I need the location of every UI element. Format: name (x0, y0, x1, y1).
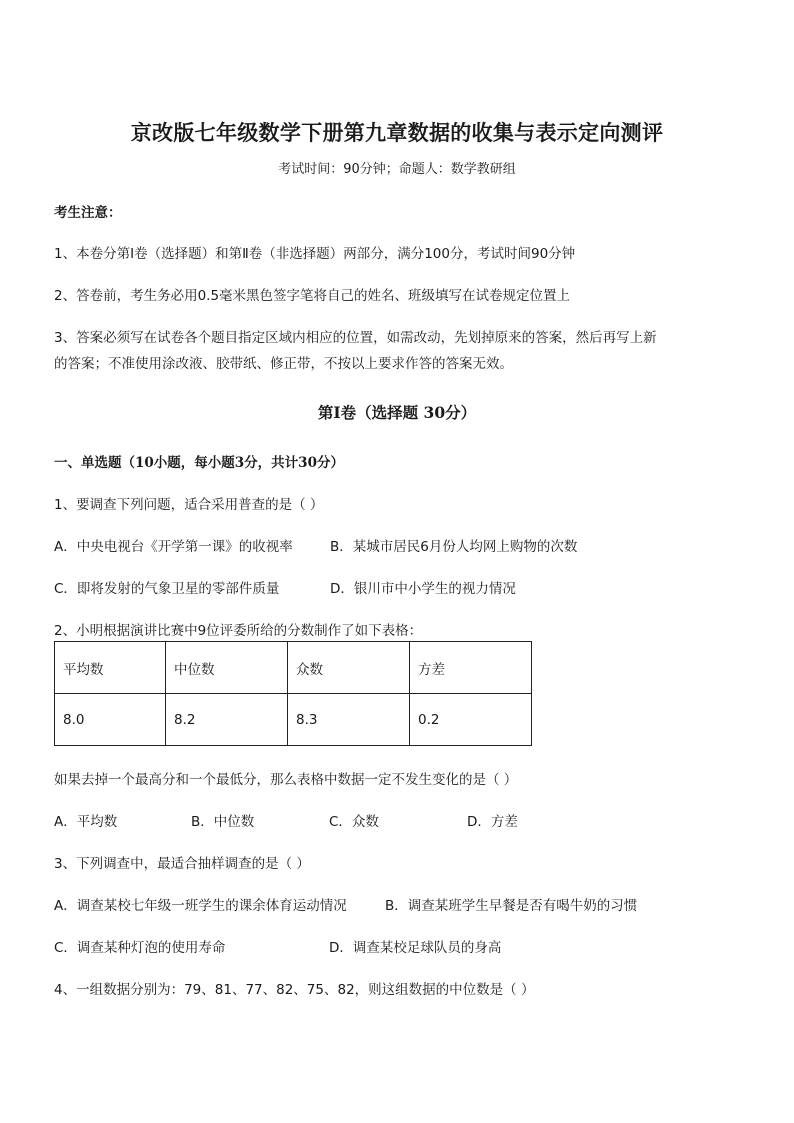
question-2-option-b: B．中位数 (191, 814, 255, 830)
question-1-option-c: C．即将发射的气象卫星的零部件质量 (54, 581, 280, 597)
question-3-option-a: A．调查某校七年级一班学生的课余体育运动情况 (54, 898, 347, 914)
question-1-option-a: A．中央电视台《开学第一课》的收视率 (54, 539, 293, 555)
notice-item-1: 1、本卷分第Ⅰ卷（选择题）和第Ⅱ卷（非选择题）两部分，满分100分，考试时间90分钟 (54, 246, 576, 262)
table-row (55, 694, 532, 746)
question-3-option-b: B．调查某班学生早餐是否有喝牛奶的习惯 (385, 898, 638, 914)
exam-info: 考试时间：90分钟；命题人：数学教研组 (278, 162, 516, 177)
question-1-option-b: B．某城市居民6月份人均网上购物的次数 (330, 539, 578, 555)
table-cell: 8.0 (55, 694, 166, 746)
score-table (54, 641, 532, 746)
page-title: 京改版七年级数学下册第九章数据的收集与表示定向测评 (130, 120, 664, 145)
question-3-stem: 3、下列调查中，最适合抽样调查的是（ ） (54, 856, 310, 872)
notice-heading: 考生注意： (54, 205, 122, 221)
section-title: 第Ⅰ卷（选择题 30分） (317, 403, 477, 422)
question-1-option-d: D．银川市中小学生的视力情况 (330, 581, 516, 597)
question-2-option-c: C．众数 (329, 814, 379, 830)
part-heading: 一、单选题（10小题，每小题3分，共计30分） (54, 455, 344, 471)
question-2-option-a: A．平均数 (54, 814, 118, 830)
notice-item-2: 2、答卷前，考生务必用0.5毫米黑色签字笔将自己的姓名、班级填写在试卷规定位置上 (54, 288, 571, 304)
table-cell: 0.2 (410, 694, 532, 746)
table-cell: 8.2 (166, 694, 288, 746)
table-header-cell: 中位数 (166, 642, 288, 694)
question-3-option-d: D．调查某校足球队员的身高 (329, 940, 502, 956)
table-header-cell: 众数 (288, 642, 410, 694)
question-2-followup: 如果去掉一个最高分和一个最低分，那么表格中数据一定不发生变化的是（ ） (54, 772, 518, 788)
question-2-option-d: D．方差 (467, 814, 518, 830)
question-2-stem: 2、小明根据演讲比赛中9位评委所给的分数制作了如下表格： (54, 623, 423, 639)
table-header-row (55, 642, 532, 694)
table-header-cell: 平均数 (55, 642, 166, 694)
question-1-stem: 1、要调查下列问题，适合采用普查的是（ ） (54, 497, 324, 513)
question-4-stem: 4、一组数据分别为：79、81、77、82、75、82，则这组数据的中位数是（ ） (54, 982, 535, 998)
table-cell: 8.3 (288, 694, 410, 746)
question-3-option-c: C．调查某种灯泡的使用寿命 (54, 940, 226, 956)
notice-item-3-cont: 的答案；不准使用涂改液、胶带纸、修正带，不按以上要求作答的答案无效。 (54, 356, 513, 372)
notice-item-3: 3、答案必须写在试卷各个题目指定区域内相应的位置，如需改动，先划掉原来的答案，然后再写上新 (54, 330, 657, 346)
table-header-cell: 方差 (410, 642, 532, 694)
